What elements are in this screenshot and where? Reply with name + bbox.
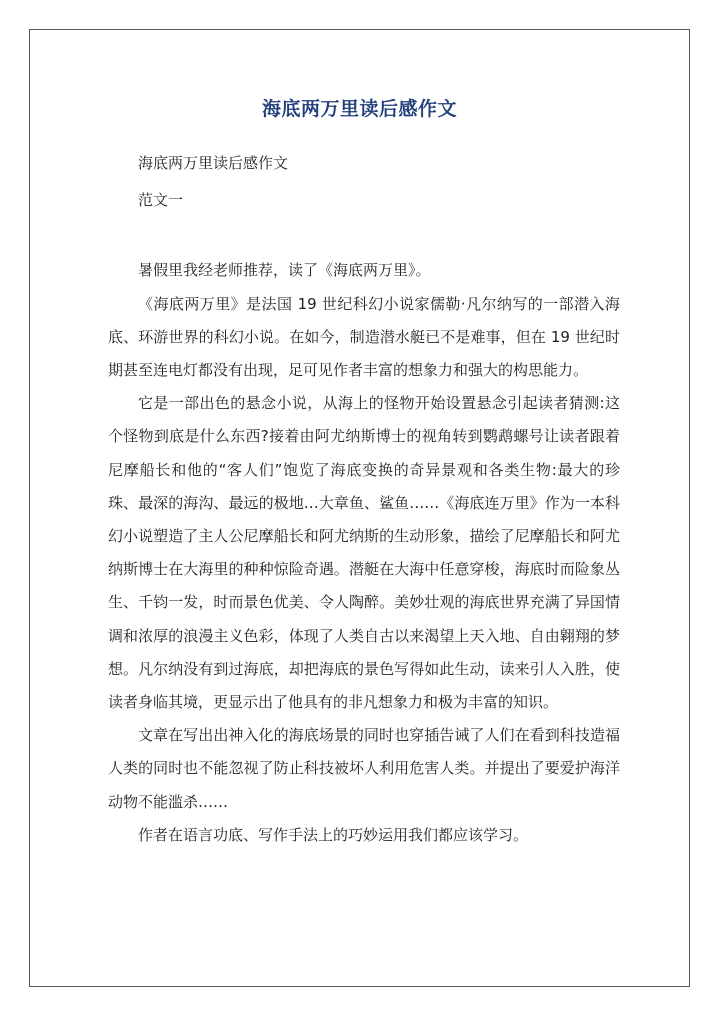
document-title: 海底两万里读后感作文 <box>261 98 457 120</box>
paragraph-4: 文章在写出出神入化的海底场景的同时也穿插告诫了人们在看到科技造福人类的同时也不能忽视了防止科技被坏人利用危害人类。并提出了要爱护海洋动物不能滥杀…… <box>108 726 620 811</box>
document-body <box>108 147 620 852</box>
document-subtitle: 海底两万里读后感作文 <box>138 154 289 172</box>
paragraph-5: 作者在语言功底、写作手法上的巧妙运用我们都应该学习。 <box>138 825 529 844</box>
paragraph-2: 《海底两万里》是法国 19 世纪科幻小说家儒勒·凡尔纳写的一部潜入海底、环游世界的科幻小说。在如今，制造潜水艇已不是难事，但在 19 世纪时期甚至连电灯都没有出现，足可见作者丰富的想象力和强大的构思能力。 <box>108 294 620 380</box>
paragraph-1: 暑假里我经老师推荐，读了《海底两万里》。 <box>138 261 431 280</box>
essay-label: 范文一 <box>138 191 184 210</box>
paragraph-3: 它是一部出色的悬念小说，从海上的怪物开始设置悬念引起读者猜测:这个怪物到底是什么东西?接着由阿尤纳斯博士的视角转到鹦鹉螺号让读者跟着尼摩船长和他的“客人们”饱览了海底变换的奇异景观和各类生物:最大的珍珠、最深的海沟、最远的极地…大章鱼、鲨鱼……《海底连万里》作为一本科幻小说塑造了主人公尼摩船长和阿尤纳斯的生动形象，描绘了尼摩船长和阿尤纳斯博士在大海里的种种惊险奇遇。潜艇在大海中任意穿梭，海底时而险象丛生、千钧一发，时而景色优美、令人陶醉。美妙壮观的海底世界充满了异国情调和浓厚的浪漫主义色彩，体现了人类自古以来渴望上天入地、自由翱翔的梦想。凡尔纳没有到过海底，却把海底的景色写得如此生动，读来引人入胜，使读者身临其境，更显示出了他具有的非凡想象力和极为丰富的知识。 <box>108 394 620 712</box>
